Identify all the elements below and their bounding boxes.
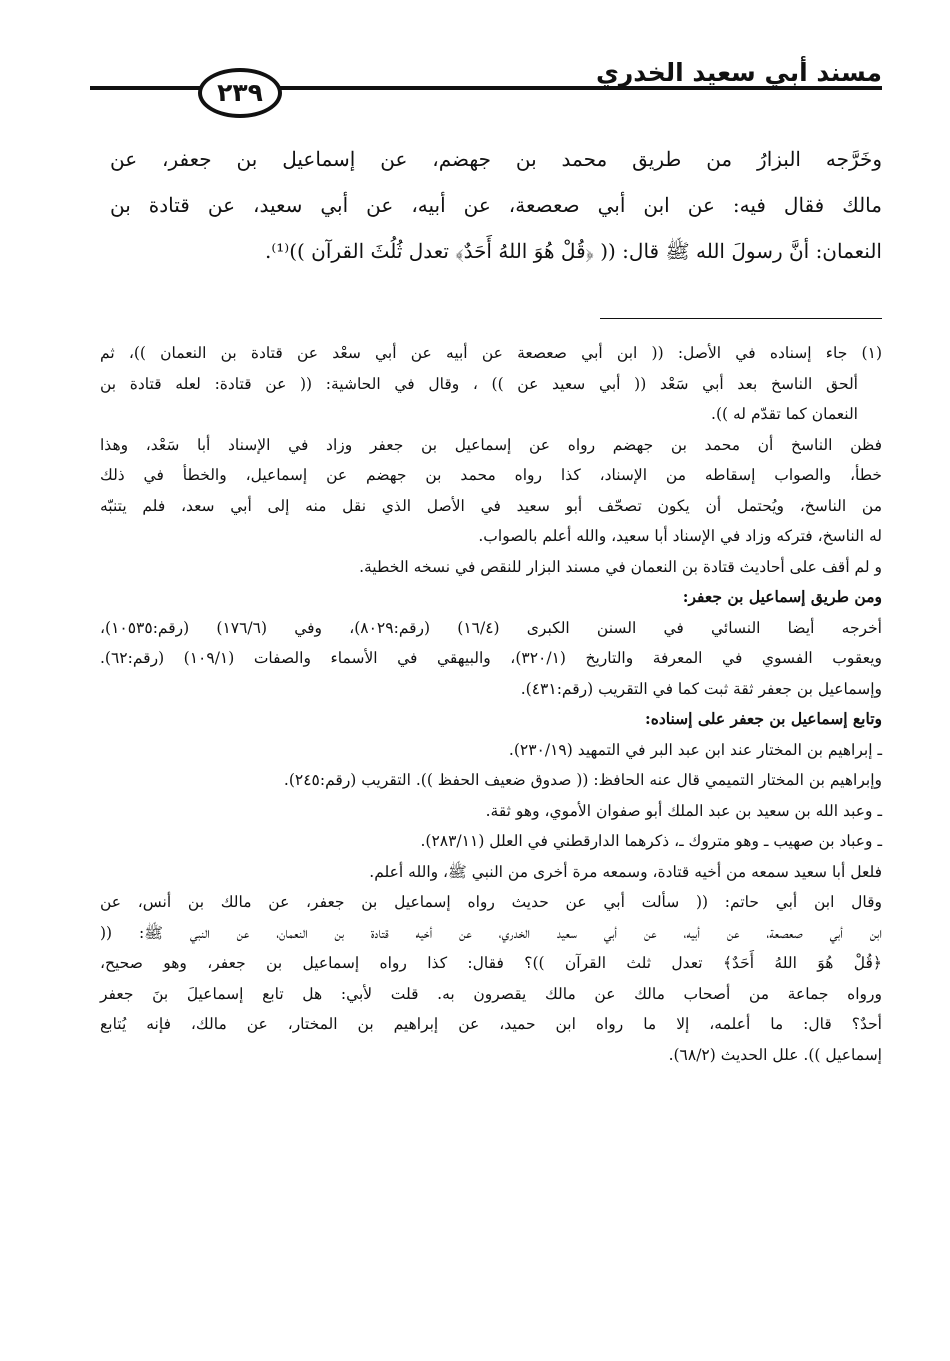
footnote-line: و لم أقف على أحاديث قتادة بن النعمان في مسند البزار للنقص في نسخه الخطية. [359,557,882,576]
footnote-line: ابن أبي صعصعة، عن أبيه، عن أبي سعيد الخدري، عن أخيه قتادة بن النعمان، عن النبي ﷺ: (( [100,923,882,942]
footnote-line: ـ وعبد الله بن سعيد بن عبد الملك أبو صفوان الأموي، وهو ثقة. [485,801,882,820]
page-number-badge [198,68,282,118]
footnote-line: ومن طريق إسماعيل بن جعفر: [682,587,882,606]
footnote-separator [600,318,882,319]
footnote-line: ـ وعباد بن صهيب ـ وهو متروك ـ، ذكرهما الدارقطني في العلل (٢٨٣/١١). [420,832,882,850]
footnote-line: ﴿قُلْ هُوَ اللهُ أَحَدٌ﴾ تعدل ثلث القرآن ))؟ فقال: كذا رواه إسماعيل بن جعفر، وهو صحيح، [100,954,882,972]
running-header-title: مسند أبي سعيد الخدري [596,58,882,87]
footnotes [100,338,882,1070]
footnote-line: أحدٌ؟ قال: ما أعلمه، إلا ما رواه ابن حميد، عن إبراهيم بن المختار، عن مالك، فإنه يُتابع [100,1015,882,1033]
page-number: ٢٣٩ [217,78,263,107]
footnote-line: فظن الناسخ أن محمد بن جهضم رواه عن إسماعيل بن جعفر وزاد في الإسناد أبا سَعْد، وهذا [100,435,882,454]
footnote-line: النعمان كما تقدّم له )). [711,405,858,423]
footnote-line: خطأ، والصواب إسقاطه من الإسناد، كذا رواه محمد بن جهضم عن إسماعيل، والخطأ في ذلك [100,466,882,484]
main-line-3: النعمان: أنَّ رسولَ الله ﷺ قال: (( ﴿قُلْ هُوَ اللهُ أَحَدٌ﴾ تعدل ثُلُثَ القرآن ))⁽¹⁾. [264,239,882,263]
footnote-line: وإسماعيل بن جعفر ثقة ثبت كما في التقريب (رقم:٤٣١). [520,679,882,698]
footnote-line: وإبراهيم بن المختار التميمي قال عنه الحافظ: (( صدوق ضعيف الحفظ )). التقريب (رقم:٢٤٥). [283,771,882,789]
footnote-line: وقال ابن أبي حاتم: (( سألت أبي عن حديث رواه إسماعيل بن جعفر، عن مالك بن أنس، عن [100,893,882,911]
footnote-line: فلعل أبا سعيد سمعه من أخيه قتادة، وسمعه مرة أخرى من النبي ﷺ، والله أعلم. [369,862,882,881]
footnote-line: (١) جاء إسناده في الأصل: (( ابن أبي صعصعة عن أبيه عن أبي سعْد عن قتادة بن النعمان ))، ثم [100,344,882,362]
footnote-line: ألحق الناسخ بعد أبي سَعْد (( أبي سعيد عن )) ، وقال في الحاشية: (( عن قتادة: لعله قتادة بن [100,374,858,393]
main-line-2: مالك فقال فيه: عن ابن أبي صعصعة، عن أبيه، عن أبي سعيد، عن قتادة بن [110,193,882,217]
footnote-line: أخرجه أيضا النسائي في السنن الكبرى (١٦/٤) (رقم:٨٠٢٩)، وفي (١٧٦/٦) (رقم:١٠٥٣٥)، [100,618,882,637]
footnote-line: وتابع إسماعيل بن جعفر على إسناده: [644,709,882,728]
footnote-line: له الناسخ، فتركه وزاد في الإسناد أبا سعيد، والله أعلم بالصواب. [478,527,882,545]
main-text [110,136,882,274]
main-line-1: وخَرَّجه البزارُ من طريق محمد بن جهضم، عن إسماعيل بن جعفر، عن [110,147,882,171]
footnote-line: ـ إبراهيم بن المختار عند ابن عبد البر في التمهيد (٢٣٠/١٩). [508,740,882,759]
footnote-line: ويعقوب الفسوي في المعرفة والتاريخ (٣٢٠/١)، والبيهقي في الأسماء والصفات (١٠٩/١) (رقم:٦٢). [100,649,882,667]
footnote-line: ورواه جماعة من أصحاب مالك عن مالك يقصرون به. قلت لأبي: هل تابع إسماعيلَ بنَ جعفر [100,984,882,1003]
footnote-line: إسماعيل )). علل الحديث (٦٨/٢). [668,1045,882,1064]
footnote-line: من الناسخ، ويُحتمل أن يكون تصحّف أبو سعيد في الأصل الذي نقل منه إلى أبي سعد، فلم يتنبّه [100,496,882,515]
